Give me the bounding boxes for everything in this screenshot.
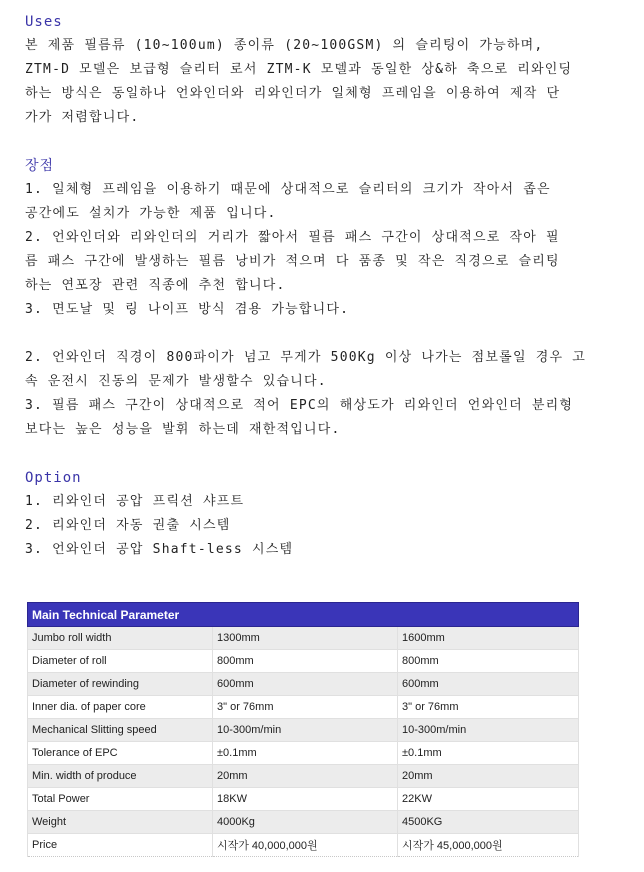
uses-line: 본 제품 필름류 (10~100um) 종이류 (20~100GSM) 의 슬리팅이 가능하며, bbox=[25, 38, 544, 53]
param-label: Diameter of roll bbox=[28, 650, 213, 673]
param-value-a: 18KW bbox=[213, 788, 398, 811]
param-label: Min. width of produce bbox=[28, 765, 213, 788]
table-row bbox=[28, 650, 579, 673]
limitation-line: 3. 필름 패스 구간이 상대적으로 적어 EPC의 해상도가 리와인더 언와인더 분리형 bbox=[25, 398, 574, 413]
table-row bbox=[28, 811, 579, 834]
param-label: Tolerance of EPC bbox=[28, 742, 213, 765]
table-row bbox=[28, 696, 579, 719]
param-value-b: 800mm bbox=[398, 650, 579, 673]
param-value-a: 20mm bbox=[213, 765, 398, 788]
param-value-a: 시작가 40,000,000원 bbox=[213, 834, 398, 857]
limitation-line: 2. 언와인더 직경이 800파이가 넘고 무게가 500Kg 이상 나가는 점보롤일 경우 고 bbox=[25, 350, 587, 365]
limitation-line: 보다는 높은 성능을 발휘 하는데 재한적입니다. bbox=[25, 422, 341, 437]
table-row bbox=[28, 719, 579, 742]
advantage-line: 3. 면도날 및 링 나이프 방식 겸용 가능합니다. bbox=[25, 302, 350, 317]
param-label: Weight bbox=[28, 811, 213, 834]
uses-title: Uses bbox=[25, 14, 63, 30]
param-label: Jumbo roll width bbox=[28, 627, 213, 650]
option-line: 3. 언와인더 공압 Shaft-less 시스템 bbox=[25, 542, 294, 557]
table-row bbox=[28, 788, 579, 811]
table-row bbox=[28, 765, 579, 788]
advantage-line: 름 패스 구간에 발생하는 필름 낭비가 적으며 다 품종 및 작은 직경으로 슬리팅 bbox=[25, 254, 560, 269]
param-value-b: 1600mm bbox=[398, 627, 579, 650]
param-value-b: 600mm bbox=[398, 673, 579, 696]
param-value-a: ±0.1mm bbox=[213, 742, 398, 765]
param-label: Mechanical Slitting speed bbox=[28, 719, 213, 742]
uses-line: ZTM-D 모델은 보급형 슬리터 로서 ZTM-K 모델과 동일한 상&하 축으로 리와인딩 bbox=[25, 62, 573, 77]
param-value-b: 22KW bbox=[398, 788, 579, 811]
advantage-line: 하는 연포장 관련 직종에 추천 합니다. bbox=[25, 278, 286, 293]
table-row bbox=[28, 673, 579, 696]
table-row bbox=[28, 742, 579, 765]
param-value-a: 3" or 76mm bbox=[213, 696, 398, 719]
option-line: 1. 리와인더 공압 프릭션 샤프트 bbox=[25, 494, 245, 509]
param-label: Total Power bbox=[28, 788, 213, 811]
content bbox=[25, 10, 630, 562]
param-value-a: 600mm bbox=[213, 673, 398, 696]
advantage-line: 공간에도 설치가 가능한 제품 입니다. bbox=[25, 206, 277, 221]
param-value-b: 시작가 45,000,000원 bbox=[398, 834, 579, 857]
table-row bbox=[28, 627, 579, 650]
uses-line: 하는 방식은 동일하나 언와인더와 리와인더가 일체형 프레임을 이용하여 제작 단 bbox=[25, 86, 561, 101]
param-value-b: 10-300m/min bbox=[398, 719, 579, 742]
technical-parameter-table bbox=[27, 602, 579, 857]
param-value-a: 4000Kg bbox=[213, 811, 398, 834]
param-value-b: ±0.1mm bbox=[398, 742, 579, 765]
limitation-line: 속 운전시 진동의 문제가 발생할수 있습니다. bbox=[25, 374, 327, 389]
uses-line: 가가 저렴합니다. bbox=[25, 110, 140, 125]
param-value-a: 1300mm bbox=[213, 627, 398, 650]
table-row bbox=[28, 834, 579, 857]
option-line: 2. 리와인더 자동 권출 시스템 bbox=[25, 518, 231, 533]
uses-text bbox=[25, 34, 630, 130]
param-label: Inner dia. of paper core bbox=[28, 696, 213, 719]
param-value-a: 800mm bbox=[213, 650, 398, 673]
advantages-title: 장점 bbox=[25, 158, 55, 174]
param-value-b: 4500KG bbox=[398, 811, 579, 834]
param-value-b: 3" or 76mm bbox=[398, 696, 579, 719]
param-value-a: 10-300m/min bbox=[213, 719, 398, 742]
param-value-b: 20mm bbox=[398, 765, 579, 788]
param-label: Diameter of rewinding bbox=[28, 673, 213, 696]
advantage-line: 2. 언와인더와 리와인더의 거리가 짧아서 필름 패스 구간이 상대적으로 작아 필 bbox=[25, 230, 560, 245]
option-text bbox=[25, 490, 630, 562]
limitations-text bbox=[25, 346, 630, 442]
option-title: Option bbox=[25, 470, 82, 486]
advantages-text bbox=[25, 178, 630, 322]
param-label: Price bbox=[28, 834, 213, 857]
table-header: Main Technical Parameter bbox=[28, 603, 579, 627]
advantage-line: 1. 일체형 프레임을 이용하기 때문에 상대적으로 슬리터의 크기가 작아서 좁은 bbox=[25, 182, 551, 197]
